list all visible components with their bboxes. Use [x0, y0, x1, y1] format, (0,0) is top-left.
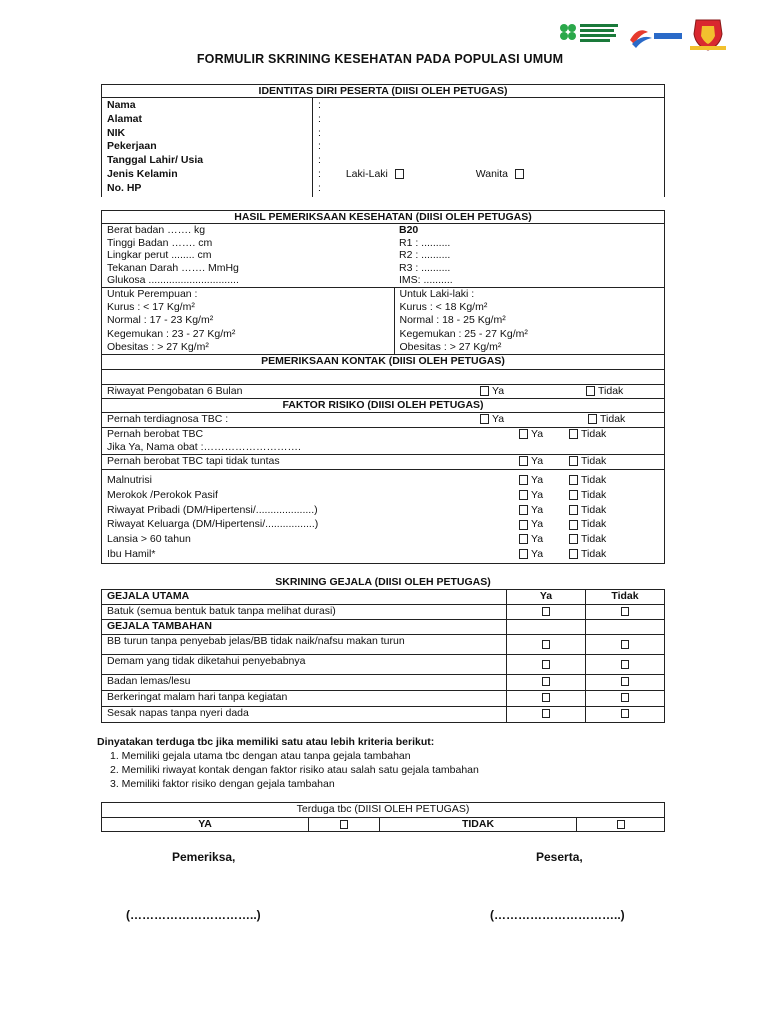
exam-r2: R2 : .......... [399, 249, 451, 262]
suspect-header: Terduga tbc (DIISI OLEH PETUGAS) [102, 803, 665, 818]
contact-yes-label: Ya [492, 384, 505, 397]
bmi-male-gemuk: Kegemukan : 25 - 27 Kg/m² [399, 327, 528, 340]
risk-yes-checkbox-4[interactable] [519, 520, 528, 530]
exam-blood-pressure: Tekanan Darah ……. MmHg [107, 261, 239, 274]
symptom-batuk-yes-checkbox[interactable] [542, 607, 550, 616]
symptom-bb-yes-checkbox[interactable] [542, 640, 550, 649]
risk-item-merokok: Merokok /Perokok Pasif [107, 488, 218, 501]
criteria-item-3: 3. Memiliki faktor risiko dengan gejala tambahan [110, 778, 335, 790]
field-jenis-kelamin: Jenis Kelamin [107, 167, 178, 180]
risk-tb-treat-no-label: Tidak [581, 427, 607, 440]
exam-ims: IMS: .......... [399, 274, 453, 287]
exam-height: Tinggi Badan ……. cm [107, 236, 213, 249]
symptom-keringat: Berkeringat malam hari tanpa kegiatan [102, 691, 507, 707]
bmi-female-kurus: Kurus : < 17 Kg/m² [107, 301, 195, 314]
symptom-lemas-no-checkbox[interactable] [621, 677, 629, 686]
risk-no-label-3: Tidak [581, 503, 607, 516]
symptoms-table [101, 589, 665, 723]
exam-header: HASIL PEMERIKSAAN KESEHATAN (DIISI OLEH PETUGAS) [102, 211, 665, 224]
suspect-table [101, 802, 665, 832]
gender-male-label: Laki-Laki [345, 167, 388, 180]
risk-yes-label-4: Ya [531, 518, 544, 531]
risk-no-label-4: Tidak [581, 518, 607, 531]
contact-header: PEMERIKSAAN KONTAK (DIISI OLEH PETUGAS) [102, 354, 665, 369]
risk-item-ibu-hamil: Ibu Hamil* [107, 547, 156, 560]
exam-r1: R1 : .......... [399, 236, 451, 249]
signature-examiner-line: (…………………………..) [126, 908, 261, 922]
gender-row [318, 168, 659, 182]
field-alamat: Alamat [107, 112, 143, 125]
risk-no-label-1: Tidak [581, 473, 607, 486]
risk-tb-incomplete: Pernah berobat TBC tapi tidak tuntas [107, 454, 280, 467]
logo-group [556, 18, 730, 54]
risk-list [102, 469, 665, 563]
symptom-demam-no-checkbox[interactable] [621, 660, 629, 669]
suspect-no-label: TIDAK [380, 818, 577, 832]
risk-no-checkbox-2[interactable] [569, 490, 578, 500]
risk-tb-treat-row [102, 427, 665, 454]
symptom-batuk: Batuk (semua bentuk batuk tanpa melihat durasi) [102, 605, 507, 620]
bmi-female-header: Untuk Perempuan : [107, 287, 198, 300]
risk-item-malnutrisi: Malnutrisi [107, 473, 152, 486]
colon-alamat: : [318, 112, 321, 125]
germas-logo [626, 20, 684, 50]
bmi-male-obesitas: Obesitas : > 27 Kg/m² [399, 340, 502, 353]
risk-tb-dx-yes-label: Ya [492, 412, 505, 425]
bmi-male-kurus: Kurus : < 18 Kg/m² [399, 301, 488, 314]
symptom-sesak: Sesak napas tanpa nyeri dada [102, 707, 507, 723]
bmi-female-obesitas: Obesitas : > 27 Kg/m² [107, 340, 209, 353]
symptoms-header: SKRINING GEJALA (DIISI OLEH PETUGAS) [275, 576, 491, 588]
signature-participant-line: (…………………………..) [490, 908, 625, 922]
field-nik: NIK [107, 126, 126, 139]
symptom-lemas: Badan lemas/lesu [102, 675, 507, 691]
risk-no-checkbox-1[interactable] [569, 475, 578, 485]
risk-yes-checkbox-6[interactable] [519, 549, 528, 559]
symptom-sesak-yes-checkbox[interactable] [542, 709, 550, 718]
risk-tb-dx-no-checkbox[interactable] [588, 414, 597, 424]
suspect-yes-checkbox[interactable] [340, 820, 348, 829]
contact-row [102, 384, 665, 398]
risk-item-riwayat-keluarga: Riwayat Keluarga (DM/Hipertensi/.................) [107, 518, 319, 531]
bmi-female-gemuk: Kegemukan : 23 - 27 Kg/m² [107, 327, 236, 340]
symptom-keringat-yes-checkbox[interactable] [542, 693, 550, 702]
risk-tb-dx-row [102, 412, 665, 427]
risk-tb-treat-yes-checkbox[interactable] [519, 429, 528, 439]
risk-yes-checkbox-2[interactable] [519, 490, 528, 500]
risk-tb-dx-yes-checkbox[interactable] [480, 414, 489, 424]
risk-no-checkbox-5[interactable] [569, 534, 578, 544]
exam-b20: B20 [399, 224, 419, 236]
symptom-batuk-no-checkbox[interactable] [621, 607, 629, 616]
colon-gender: : [318, 167, 321, 180]
suspect-no-checkbox[interactable] [617, 820, 625, 829]
risk-no-label-5: Tidak [581, 533, 607, 546]
field-pekerjaan: Pekerjaan [107, 140, 157, 153]
symptom-lemas-yes-checkbox[interactable] [542, 677, 550, 686]
risk-item-lansia: Lansia > 60 tahun [107, 533, 191, 546]
risk-yes-checkbox-5[interactable] [519, 534, 528, 544]
field-nama: Nama [107, 99, 136, 111]
symptoms-main-header: GEJALA UTAMA [102, 590, 507, 605]
symptom-bb-no-checkbox[interactable] [621, 640, 629, 649]
risk-yes-label-3: Ya [531, 503, 544, 516]
risk-tb-incomplete-yes-checkbox[interactable] [519, 456, 528, 466]
risk-yes-label-1: Ya [531, 473, 544, 486]
contact-yes-checkbox[interactable] [480, 386, 489, 396]
bmi-male-normal: Normal : 18 - 25 Kg/m² [399, 314, 506, 327]
risk-no-checkbox-4[interactable] [569, 520, 578, 530]
bmi-female-normal: Normal : 17 - 23 Kg/m² [107, 314, 214, 327]
identity-header: IDENTITAS DIRI PESERTA (DIISI OLEH PETUGAS) [102, 85, 665, 98]
exam-r3: R3 : .......... [399, 261, 451, 274]
symptoms-col-no: Tidak [586, 590, 665, 605]
risk-yes-label-5: Ya [531, 533, 544, 546]
risk-yes-checkbox-3[interactable] [519, 505, 528, 515]
risk-tb-incomplete-row [102, 454, 665, 469]
identity-table [101, 84, 665, 197]
symptoms-col-yes: Ya [507, 590, 586, 605]
symptom-demam-yes-checkbox[interactable] [542, 660, 550, 669]
regional-crest-logo [688, 18, 728, 52]
exam-waist: Lingkar perut ........ cm [107, 249, 212, 262]
exam-glucose: Glukosa ............................... [107, 274, 239, 287]
symptom-bb-turun: BB turun tanpa penyebab jelas/BB tidak naik/nafsu makan turun [102, 635, 507, 655]
signature-participant-label: Peserta, [536, 850, 583, 864]
risk-no-checkbox-3[interactable] [569, 505, 578, 515]
criteria-intro: Dinyatakan terduga tbc jika memiliki satu atau lebih kriteria berikut: [97, 736, 435, 748]
risk-yes-label-6: Ya [531, 547, 544, 560]
criteria-item-1: 1. Memiliki gejala utama tbc dengan atau tanpa gejala tambahan [110, 750, 411, 762]
contact-no-checkbox[interactable] [586, 386, 595, 396]
risk-no-checkbox-6[interactable] [569, 549, 578, 559]
signature-examiner-label: Pemeriksa, [172, 850, 236, 864]
risk-tb-incomplete-no-label: Tidak [581, 454, 607, 467]
contact-spacer [102, 369, 665, 384]
contact-item: Riwayat Pengobatan 6 Bulan [107, 384, 243, 397]
kemkes-logo [556, 20, 620, 50]
risk-tb-treat: Pernah berobat TBC [107, 427, 204, 440]
risk-tb-incomplete-yes-label: Ya [531, 454, 544, 467]
symptom-demam: Demam yang tidak diketahui penyebabnya [102, 655, 507, 675]
symptom-keringat-no-checkbox[interactable] [621, 693, 629, 702]
gender-male-checkbox[interactable] [395, 169, 404, 179]
colon-tanggal: : [318, 154, 321, 167]
risk-yes-checkbox-1[interactable] [519, 475, 528, 485]
suspect-yes-label: YA [102, 818, 309, 832]
symptom-sesak-no-checkbox[interactable] [621, 709, 629, 718]
colon-pekerjaan: : [318, 140, 321, 153]
risk-header: FAKTOR RISIKO (DIISI OLEH PETUGAS) [102, 398, 665, 412]
bmi-male-header: Untuk Laki-laki : [399, 287, 475, 300]
risk-tb-drug: Jika Ya, Nama obat :………………………. [107, 440, 301, 453]
risk-no-label-2: Tidak [581, 488, 607, 501]
field-tanggal-lahir: Tanggal Lahir/ Usia [107, 154, 204, 167]
gender-female-label: Wanita [475, 167, 509, 180]
form-title: FORMULIR SKRINING KESEHATAN PADA POPULASI UMUM [196, 52, 564, 66]
risk-yes-label-2: Ya [531, 488, 544, 501]
colon-hp: : [318, 181, 321, 194]
colon-nik: : [318, 126, 321, 139]
symptoms-extra-header: GEJALA TAMBAHAN [102, 620, 507, 635]
risk-tb-incomplete-no-checkbox[interactable] [569, 456, 578, 466]
exam-table [101, 210, 665, 564]
risk-no-label-6: Tidak [581, 547, 607, 560]
gender-female-checkbox[interactable] [515, 169, 524, 179]
criteria-item-2: 2. Memiliki riwayat kontak dengan faktor risiko atau salah satu gejala tambahan [110, 764, 479, 776]
risk-tb-dx-no-label: Tidak [600, 412, 626, 425]
risk-item-riwayat-pribadi: Riwayat Pribadi (DM/Hipertensi/....................) [107, 503, 318, 516]
risk-tb-treat-yes-label: Ya [531, 427, 544, 440]
field-no-hp: No. HP [107, 181, 142, 194]
risk-tb-dx: Pernah terdiagnosa TBC : [107, 412, 229, 425]
exam-weight: Berat badan ……. kg [107, 224, 206, 236]
risk-tb-treat-no-checkbox[interactable] [569, 429, 578, 439]
contact-no-label: Tidak [598, 384, 624, 397]
colon-nama: : [318, 99, 321, 111]
